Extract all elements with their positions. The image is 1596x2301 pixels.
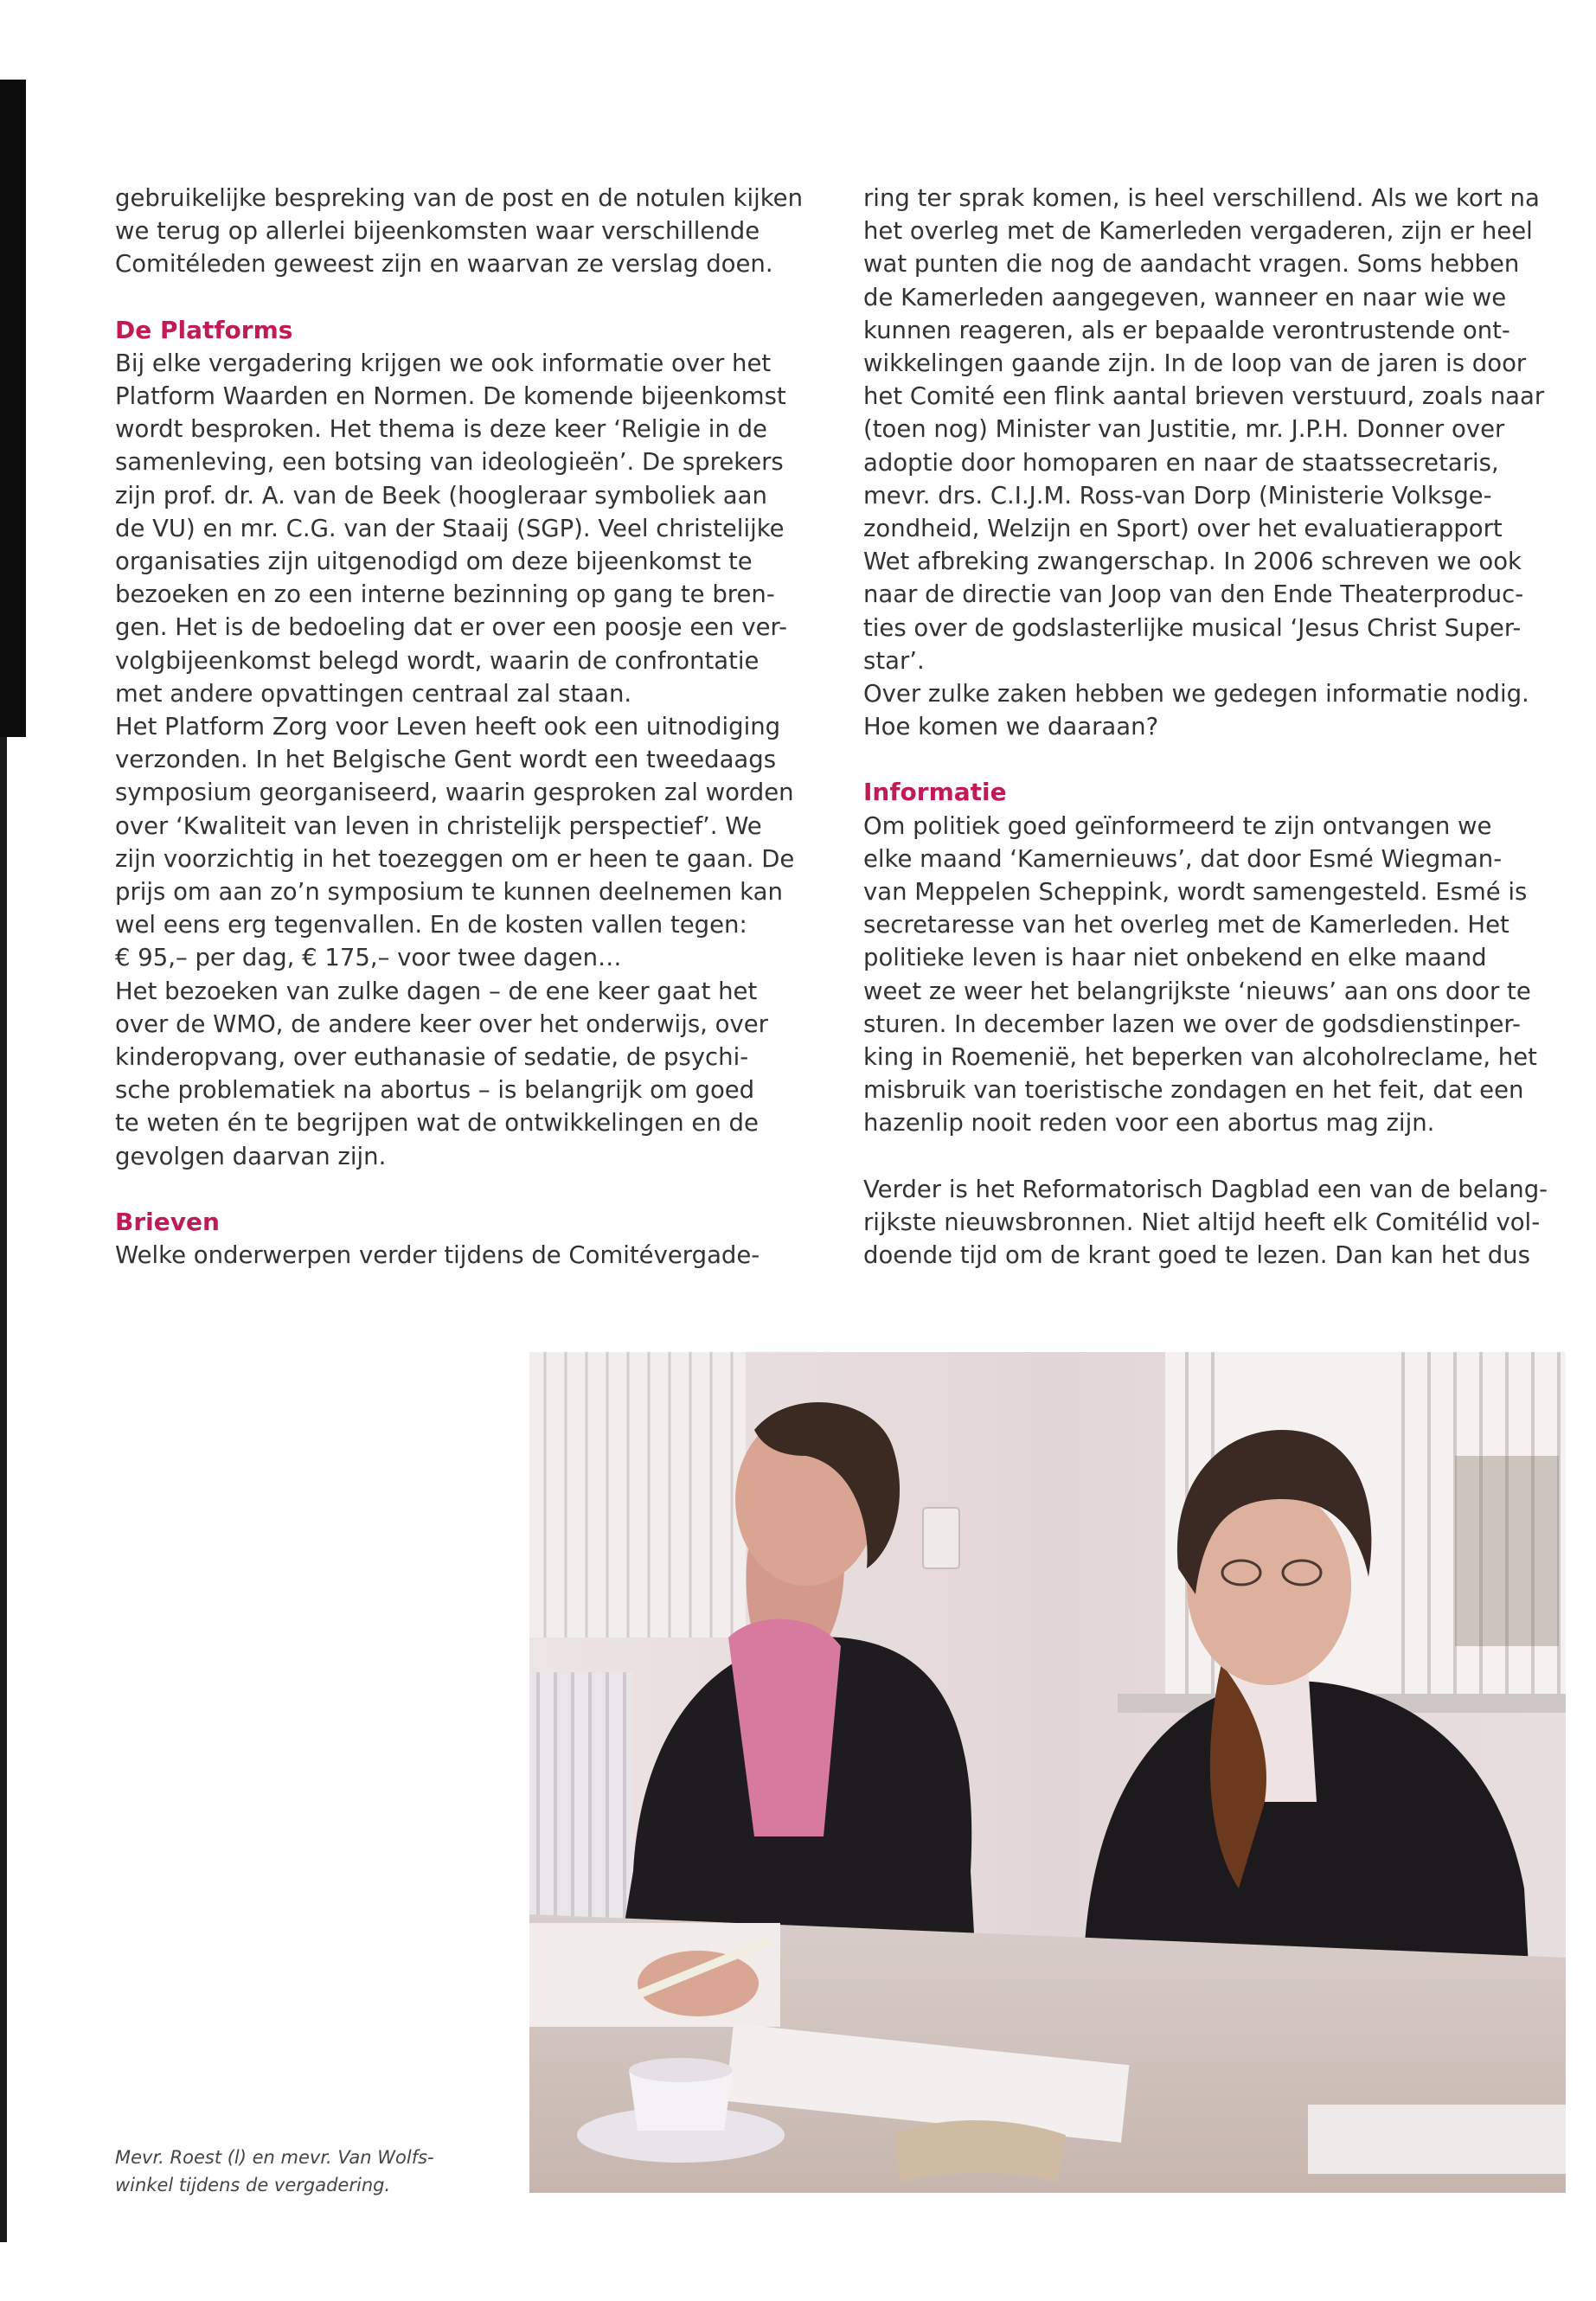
- text-line: politieke leven is haar niet onbekend en elke maand: [863, 944, 1487, 972]
- text-line: gevolgen daarvan zijn.: [115, 1142, 387, 1170]
- text-line: Hoe komen we daaraan?: [863, 713, 1159, 741]
- meeting-photo: [529, 1352, 1566, 2193]
- caption-line-2: winkel tijdens de vergadering.: [115, 2175, 391, 2195]
- text-line: Verder is het Reformatorisch Dagblad een van de belang-: [863, 1175, 1548, 1203]
- text-line: (toen nog) Minister van Justitie, mr. J.P.H. Donner over: [863, 415, 1505, 444]
- brieven-paragraph-1: [115, 1239, 807, 1272]
- text-line: samenleving, een botsing van ideologieën’. De sprekers: [115, 448, 784, 477]
- text-line: zijn voorzichtig in het toezeggen om er heen te gaan. De: [115, 844, 795, 873]
- page-edge-bar-lower: [0, 737, 7, 2242]
- intro-paragraph: [115, 182, 807, 281]
- text-line: Het Platform Zorg voor Leven heeft ook een uitnodiging: [115, 713, 781, 741]
- text-line: secretaresse van het overleg met de Kamerleden. Het: [863, 911, 1509, 939]
- text-line: rijkste nieuwsbronnen. Niet altijd heeft elk Comitélid vol-: [863, 1208, 1541, 1236]
- text-line: Het bezoeken van zulke dagen – de ene keer gaat het: [115, 977, 758, 1005]
- left-column: [115, 182, 807, 1272]
- text-line: wordt besproken. Het thema is deze keer ‘Religie in de: [115, 415, 767, 444]
- informatie-paragraph-1: [863, 810, 1560, 1140]
- text-line: doende tijd om de krant goed te lezen. Dan kan het dus: [863, 1241, 1530, 1270]
- text-line: volgbijeenkomst belegd wordt, waarin de confrontatie: [115, 646, 760, 675]
- text-line: adoptie door homoparen en naar de staatssecretaris,: [863, 448, 1499, 477]
- text-line: € 95,– per dag, € 175,– voor twee dagen…: [115, 944, 622, 972]
- brieven-paragraph-2: [863, 677, 1560, 743]
- text-line: Bij elke vergadering krijgen we ook informatie over het: [115, 349, 772, 377]
- heading-informatie: Informatie: [863, 778, 1007, 807]
- text-line: naar de directie van Joop van den Ende Theaterproduc-: [863, 580, 1524, 609]
- text-line: met andere opvattingen centraal zal staan.: [115, 679, 632, 708]
- text-line: over de WMO, de andere keer over het onderwijs, over: [115, 1009, 768, 1038]
- text-line: organisaties zijn uitgenodigd om deze bijeenkomst te: [115, 548, 753, 576]
- text-line: king in Roemenië, het beperken van alcoholreclame, het: [863, 1043, 1537, 1072]
- text-line: mevr. drs. C.I.J.M. Ross-van Dorp (Ministerie Volksge-: [863, 481, 1492, 510]
- text-line: over ‘Kwaliteit van leven in christelijk perspectief’. We: [115, 811, 762, 840]
- text-line: wat punten die nog de aandacht vragen. Soms hebben: [863, 250, 1520, 279]
- text-line: Wet afbreking zwangerschap. In 2006 schreven we ook: [863, 548, 1522, 576]
- text-line: Over zulke zaken hebben we gedegen informatie nodig.: [863, 680, 1529, 708]
- text-line: ties over de godslasterlijke musical ‘Jesus Christ Super-: [863, 613, 1522, 642]
- text-line: misbruik van toeristische zondagen en het feit, dat een: [863, 1076, 1524, 1105]
- text-line: weet ze weer het belangrijkste ‘nieuws’ aan ons door te: [863, 977, 1531, 1005]
- text-line: kinderopvang, over euthanasie of sedatie, de psychi-: [115, 1043, 749, 1072]
- text-line: het Comité een flink aantal brieven verstuurd, zoals naar: [863, 382, 1545, 411]
- text-line: verzonden. In het Belgische Gent wordt een tweedaags: [115, 746, 777, 774]
- text-line: wikkelingen gaande zijn. In de loop van de jaren is door: [863, 349, 1527, 378]
- platforms-paragraph-2: [115, 710, 807, 975]
- text-line: ring ter sprak komen, is heel verschillend. Als we kort na: [863, 184, 1540, 212]
- text-line: van Meppelen Scheppink, wordt samengesteld. Esmé is: [863, 878, 1528, 907]
- text-line: de Kamerleden aangegeven, wanneer en naar wie we: [863, 283, 1507, 311]
- text-line: sturen. In december lazen we over de godsdienstinper-: [863, 1009, 1521, 1038]
- text-line: de VU) en mr. C.G. van der Staaij (SGP). Veel christelijke: [115, 514, 785, 542]
- text-line: Welke onderwerpen verder tijdens de Comitévergade-: [115, 1241, 760, 1270]
- text-line: bezoeken en zo een interne bezinning op gang te bren-: [115, 580, 775, 609]
- heading-brieven: Brieven: [115, 1207, 220, 1236]
- right-column: [863, 182, 1560, 1272]
- text-line: we terug op allerlei bijeenkomsten waar verschillende: [115, 217, 760, 246]
- text-line: sche problematiek na abortus – is belangrijk om goed: [115, 1076, 755, 1105]
- text-line: zondheid, Welzijn en Sport) over het evaluatierapport: [863, 515, 1503, 543]
- text-line: Comitéleden geweest zijn en waarvan ze verslag doen.: [115, 250, 773, 279]
- text-line: hazenlip nooit reden voor een abortus mag zijn.: [863, 1109, 1435, 1138]
- platforms-paragraph-1: [115, 347, 807, 710]
- caption-line-1: Mevr. Roest (l) en mevr. Van Wolfs-: [115, 2147, 434, 2168]
- text-line: Om politiek goed geïnformeerd te zijn ontvangen we: [863, 811, 1492, 840]
- platforms-paragraph-3: [115, 975, 807, 1173]
- text-line: kunnen reageren, als er bepaalde verontrustende ont-: [863, 316, 1510, 344]
- page-edge-bar: [0, 80, 26, 737]
- text-line: symposium georganiseerd, waarin gesproken zal worden: [115, 779, 794, 807]
- text-line: elke maand ‘Kamernieuws’, dat door Esmé Wiegman-: [863, 844, 1503, 873]
- heading-platforms: De Platforms: [115, 315, 293, 344]
- text-line: prijs om aan zo’n symposium te kunnen deelnemen kan: [115, 878, 783, 907]
- text-line: gen. Het is de bedoeling dat er over een poosje een ver-: [115, 613, 787, 642]
- text-line: wel eens erg tegenvallen. En de kosten vallen tegen:: [115, 911, 747, 939]
- photo-caption: [115, 2144, 513, 2199]
- text-line: het overleg met de Kamerleden vergaderen, zijn er heel: [863, 217, 1533, 246]
- text-line: Platform Waarden en Normen. De komende bijeenkomst: [115, 382, 786, 411]
- text-line: te weten én te begrijpen wat de ontwikkelingen en de: [115, 1109, 759, 1138]
- text-line: star’.: [863, 646, 925, 675]
- text-line: gebruikelijke bespreking van de post en de notulen kijken: [115, 184, 804, 212]
- brieven-continued-paragraph: [863, 182, 1560, 677]
- informatie-paragraph-2: [863, 1173, 1560, 1272]
- text-line: zijn prof. dr. A. van de Beek (hoogleraar symboliek aan: [115, 481, 767, 510]
